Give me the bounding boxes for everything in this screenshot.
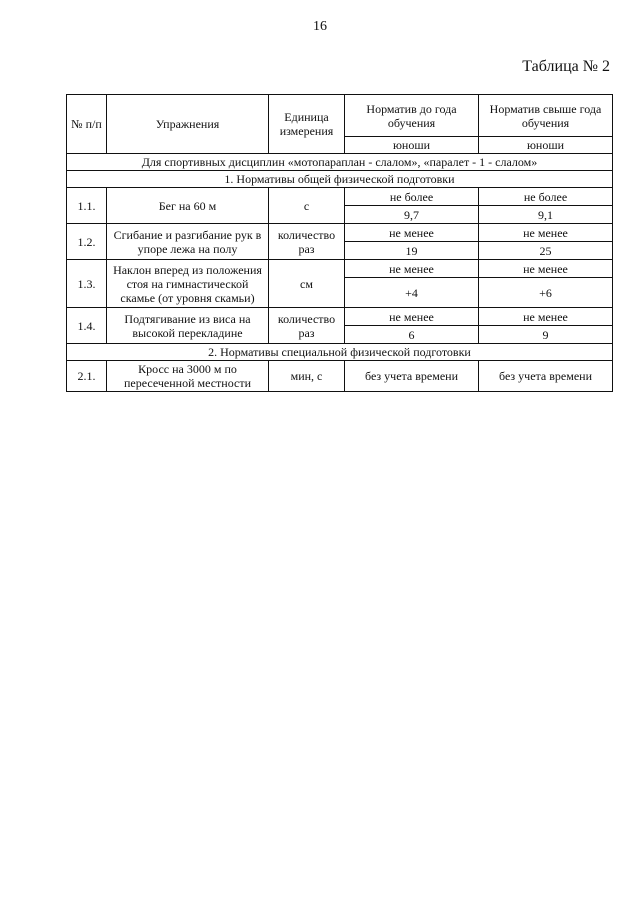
section-title-1: 1. Нормативы общей физической подготовки [67,171,613,188]
row-num: 1.1. [67,188,107,224]
row-exercise: Кросс на 3000 м по пересеченной местности [107,361,269,392]
row-cond-before: не менее [345,308,479,326]
row-cond-after: не менее [479,308,613,326]
row-cond-before: не менее [345,224,479,242]
table-row [67,260,613,278]
table-header-row [67,95,613,137]
header-norm-after: Норматив свыше года обучения [479,95,613,137]
row-exercise: Подтягивание из виса на высокой перекладине [107,308,269,344]
table-row [67,188,613,206]
row-exercise: Наклон вперед из положения стоя на гимнастической скамье (от уровня скамьи) [107,260,269,308]
header-num: № п/п [67,95,107,154]
row-cond-after: не более [479,188,613,206]
section-title-2: 2. Нормативы специальной физической подготовки [67,344,613,361]
header-norm-before: Норматив до года обучения [345,95,479,137]
row-exercise: Бег на 60 м [107,188,269,224]
row-val-before: +4 [345,278,479,308]
row-val-before: 9,7 [345,206,479,224]
table-row [67,308,613,326]
row-unit: мин, с [269,361,345,392]
row-val-after: 9 [479,326,613,344]
table-caption: Таблица № 2 [522,58,610,75]
discipline-row [67,154,613,171]
row-val-after: 25 [479,242,613,260]
section-row-2 [67,344,613,361]
discipline-label: Для спортивных дисциплин «мотопараплан - слалом», «паралет - 1 - слалом» [67,154,613,171]
row-unit: количество раз [269,224,345,260]
row-unit: см [269,260,345,308]
row-unit: с [269,188,345,224]
header-exercise: Упражнения [107,95,269,154]
page-number: 16 [313,19,327,34]
header-unit: Единица измерения [269,95,345,154]
norms-table [66,94,613,392]
table-row [67,361,613,392]
row-num: 1.4. [67,308,107,344]
row-val-after: 9,1 [479,206,613,224]
row-unit: количество раз [269,308,345,344]
row-val-before: 6 [345,326,479,344]
row-val-before: без учета времени [345,361,479,392]
section-row-1 [67,171,613,188]
row-cond-after: не менее [479,260,613,278]
row-cond-before: не более [345,188,479,206]
table-row [67,224,613,242]
row-cond-before: не менее [345,260,479,278]
row-num: 2.1. [67,361,107,392]
row-val-after: без учета времени [479,361,613,392]
header-gender-before: юноши [345,137,479,154]
row-num: 1.3. [67,260,107,308]
row-exercise: Сгибание и разгибание рук в упоре лежа на полу [107,224,269,260]
row-val-before: 19 [345,242,479,260]
header-gender-after: юноши [479,137,613,154]
row-cond-after: не менее [479,224,613,242]
row-num: 1.2. [67,224,107,260]
row-val-after: +6 [479,278,613,308]
